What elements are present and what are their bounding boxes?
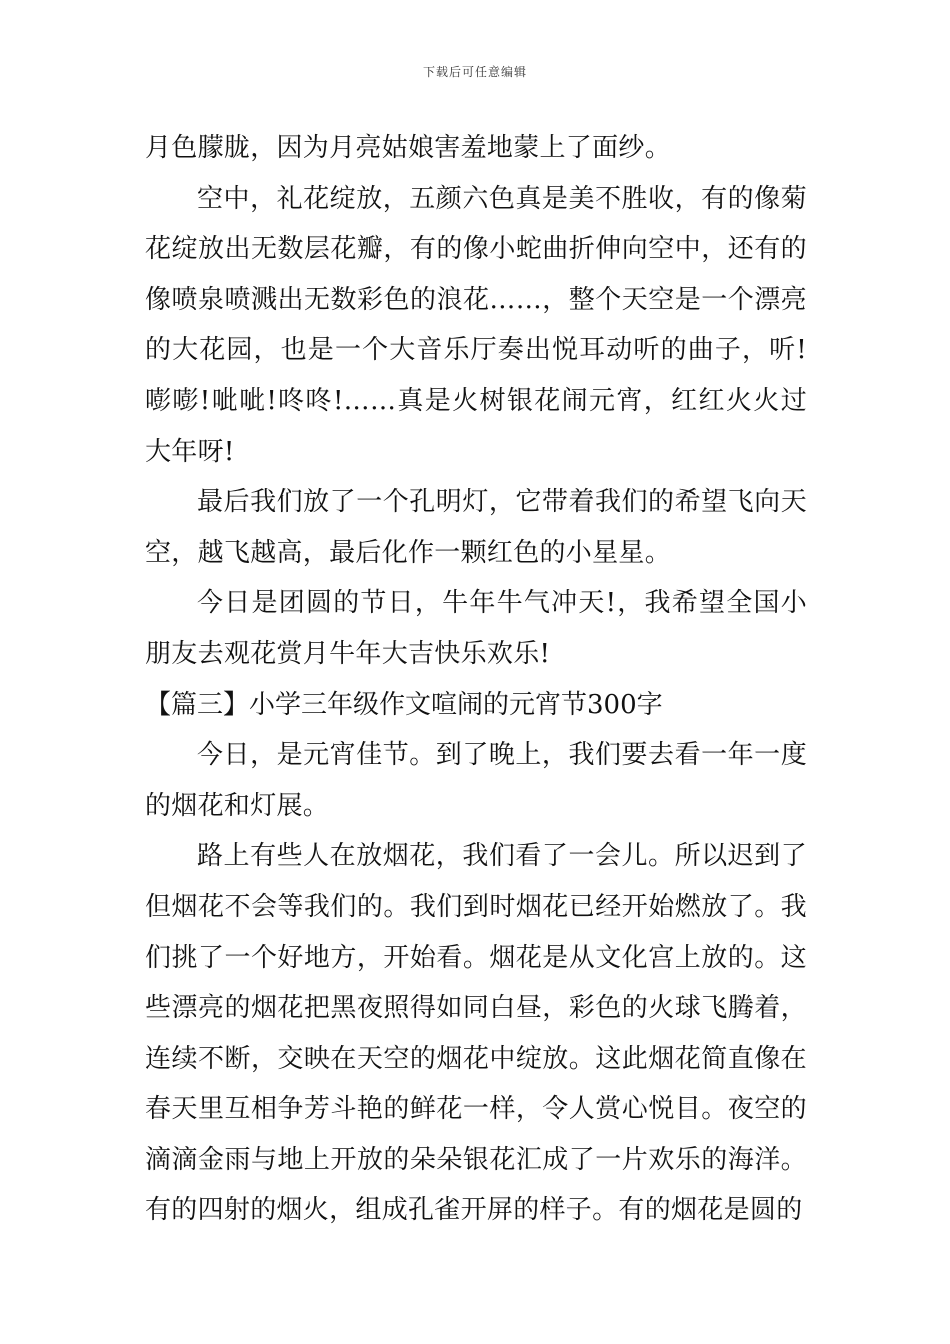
section-heading: 【篇三】小学三年级作文喧闹的元宵节300字: [145, 689, 663, 720]
paragraph-4: 今日是团圆的节日，牛年牛气冲天!，我希望全国小朋友去观花赏月牛年大吉快乐欢乐!: [145, 588, 807, 669]
paragraph-3: 最后我们放了一个孔明灯，它带着我们的希望飞向天空，越飞越高，最后化作一颗红色的小星星。: [145, 487, 807, 568]
paragraph-1: 月色朦胧，因为月亮姑娘害羞地蒙上了面纱。: [145, 133, 672, 163]
page-header: 下载后可任意编辑: [422, 65, 527, 79]
paragraph-6: 路上有些人在放烟花，我们看了一会儿。所以迟到了但烟花不会等我们的。我们到时烟花已经开始燃放了。我们挑了一个好地方，开始看。烟花是从文化宫上放的。这些漂亮的烟花把黑夜照得如同白昼，彩色的火球飞腾着，连续不断，交映在天空的烟花中绽放。这此烟花简直像在春天里互相争芳斗艳的鲜花一样，令人赏心悦目。夜空的滴滴金雨与地上开放的朵朵银花汇成了一片欢乐的海洋。有的四射的烟火，组成孔雀开屏的样子。有的烟花是圆的: [145, 841, 807, 1226]
paragraph-2: 空中，礼花绽放，五颜六色真是美不胜收，有的像菊花绽放出无数层花瓣，有的像小蛇曲折伸向空中，还有的像喷泉喷溅出无数彩色的浪花……，整个天空是一个漂亮的大花园，也是一个大音乐厅奏出悦耳动听的曲子，听!嘭嘭!呲呲!咚咚!……真是火树银花闹元宵，红红火火过大年呀!: [145, 183, 807, 467]
paragraph-5: 今日，是元宵佳节。到了晚上，我们要去看一年一度的烟花和灯展。: [145, 740, 807, 821]
document-body: [145, 123, 807, 1236]
